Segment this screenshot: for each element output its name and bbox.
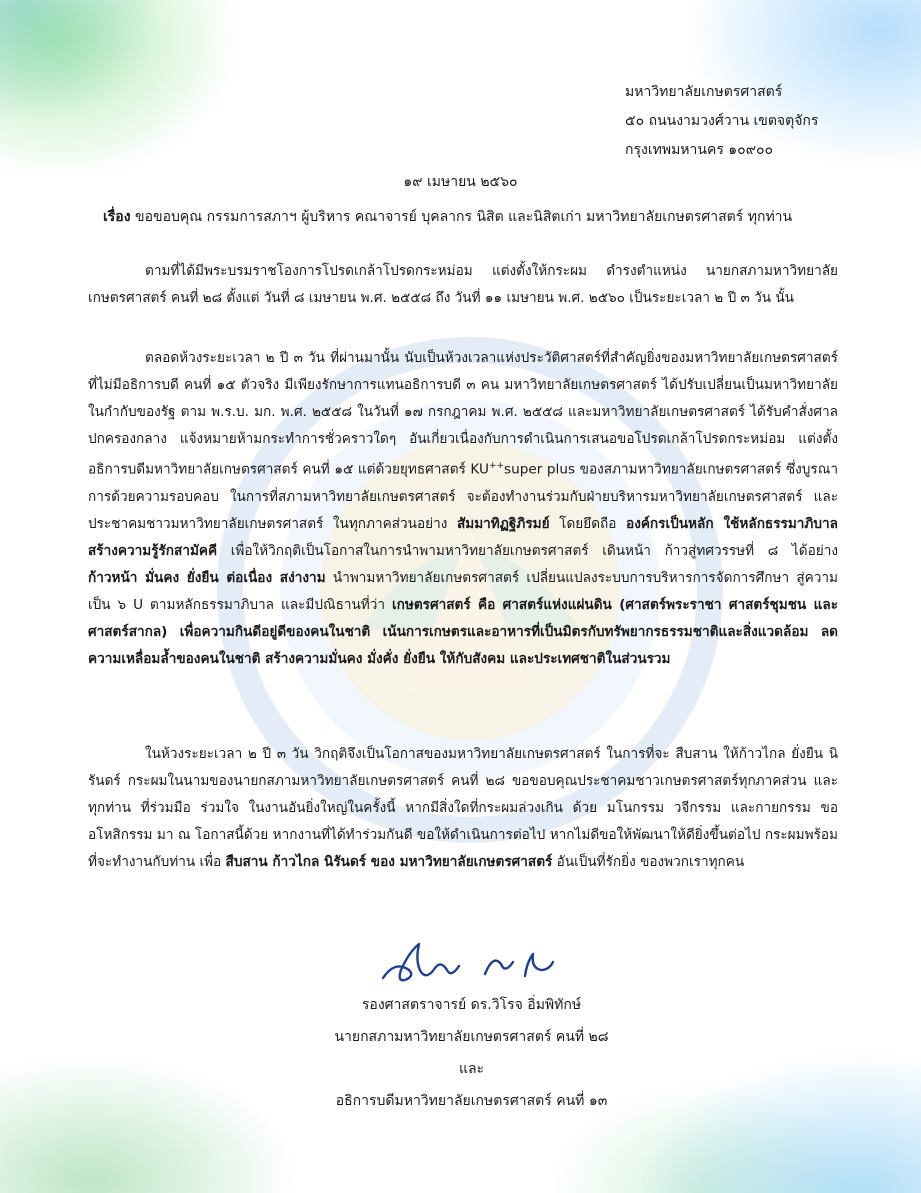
signer-position-2: อธิการบดีมหาวิทยาลัยเกษตรศาสตร์ คนที่ ๑๓: [335, 1093, 608, 1109]
paragraph-2-bold-1: สัมมาทิฏฐิภิรมย์: [456, 515, 550, 532]
paragraph-3: [88, 741, 838, 876]
address-line-3: กรุงเทพมหานคร ๑๐๙๐๐: [625, 142, 774, 158]
subject-text: ขอขอบคุณ กรรมการสภาฯ ผู้บริหาร คณาจารย์ บุคลากร นิสิต และนิสิตเก่า มหาวิทยาลัยเกษตรศาสตร์ ทุกท่าน: [135, 209, 793, 225]
paragraph-2-text-3: โดยยึดถือ: [549, 515, 627, 532]
paragraph-1-text: ตามที่ได้มีพระบรมราชโองการโปรดเกล้าโปรดกระหม่อม แต่งตั้งให้กระผม ดำรงตำแหน่ง นายกสภามหาวิทยาลัยเกษตรศาสตร์ คนที่ ๒๘ ตั้งแต่ วันที่ ๘ เมษายน พ.ศ. ๒๕๕๘ ถึง วันที่ ๑๑ เมษายน พ.ศ. ๒๕๖๐ เป็นระยะเวลา ๒ ปี ๓ วัน นั้น: [88, 263, 838, 306]
signer-name: รองศาสตราจารย์ ดร.วิโรจ อิ่มพิทักษ์: [361, 997, 582, 1013]
paragraph-3-text-2: อันเป็นที่รักยิ่ง ของพวกเราทุกคน: [552, 854, 745, 870]
paragraph-2-text-4: เพื่อให้วิกฤติเป็นโอกาสในการนำพามหาวิทยาลัยเกษตรศาสตร์ เดินหน้า ก้าวสู่ทศวรรษที่ ๘ ได้อย่าง: [217, 542, 838, 559]
address-line-1: มหาวิทยาลัยเกษตรศาสตร์: [625, 84, 783, 100]
subject-label: เรื่อง: [103, 209, 131, 225]
letter-subject: [103, 206, 863, 228]
paragraph-2-text-1: ตลอดห้วงระยะเวลา ๒ ปี ๓ วัน ที่ผ่านมานั้น นับเป็นห้วงเวลาแห่งประวัติศาสตร์ที่สำคัญยิ่งของมหาวิทยาลัยเกษตรศาสตร์ ที่ไม่มีอธิการบดี คนที่ ๑๕ ตัวจริง มีเพียงรักษาการแทนอธิการบดี ๓ คน มหาวิทยาลัยเกษตรศาสตร์ ได้ปรับเปลี่ยนเป็นมหาวิทยาลัยในกำกับของรัฐ ตาม พ.ร.บ. มก. พ.ศ. ๒๕๕๘ ในวันที่ ๑๗ กรกฎาคม พ.ศ. ๒๕๕๘ และมหาวิทยาลัยเกษตรศาสตร์ ได้รับคำสั่งศาลปกครองกลาง แจ้งหมายห้ามกระทำการชั่วคราวใดๆ อันเกี่ยวเนื่องกับการดำเนินการเสนอขอโปรดเกล้าโปรดกระหม่อม แต่งตั้งอธิการบดีมหาวิทยาลัยเกษตรศาสตร์ คนที่ ๑๕ แต่ด้วยยุทธศาสตร์ KU: [88, 350, 838, 478]
letter-date: ๑๙ เมษายน ๒๕๖๐: [403, 174, 518, 190]
handwritten-signature-icon: [375, 940, 555, 988]
signer-position-1: นายกสภามหาวิทยาลัยเกษตรศาสตร์ คนที่ ๒๘: [334, 1029, 609, 1045]
paragraph-2: [88, 345, 838, 673]
paragraph-1: [88, 258, 838, 312]
paragraph-2-text-2: super plus ของสภามหาวิทยาลัยเกษตรศาสตร์ ซึ่งบูรณาการด้วยความรอบคอบ ในการที่สภามหาวิทยาลัยเกษตรศาสตร์ จะต้องทำงานร่วมกับฝ่ายบริหารมหาวิทยาลัยเกษตรศาสตร์ และประชาคมชาวมหาวิทยาลัยเกษตรศาสตร์ ในทุกภาคส่วนอย่าง: [88, 461, 838, 532]
sender-address: [625, 78, 818, 165]
paragraph-3-text-1: ในห้วงระยะเวลา ๒ ปี ๓ วัน วิกฤติจึงเป็นโอกาสของมหาวิทยาลัยเกษตรศาสตร์ ในการที่จะ สืบสาน ให้ก้าวไกล ยั่งยืน นิรันดร์ กระผมในนามของนายกสภามหาวิทยาลัยเกษตรศาสตร์ คนที่ ๒๘ ขอขอบคุณประชาคมชาวเกษตรศาสตร์ทุกภาคส่วน และทุกท่าน ที่ร่วมมือ ร่วมใจ ในงานอันยิ่งใหญ่ในครั้งนี้ หากมีสิ่งใดที่กระผมล่วงเกิน ด้วย มโนกรรม วจีกรรม และกายกรรม ขออโหสิกรรม มา ณ โอกาสนี้ด้วย หากงานที่ได้ทำร่วมกันดี ขอให้ดำเนินการต่อไป หากไม่ดีขอให้พัฒนาให้ดียิ่งขึ้นต่อไป กระผมพร้อมที่จะทำงานกับท่าน เพื่อ: [88, 746, 838, 870]
paragraph-2-bold-2: องค์กรเป็นหลัก ใช้หลักธรรมาภิบาล สร้างความรู้รักสามัคคี: [88, 515, 838, 559]
ku-plus-superscript: ++: [488, 461, 505, 471]
paragraph-2-bold-3: ก้าวหน้า มั่นคง ยั่งยืน ต่อเนื่อง สง่างาม: [88, 569, 326, 586]
signer-conjunction: และ: [458, 1061, 485, 1077]
address-line-2: ๕๐ ถนนงามวงศ์วาน เขตจตุจักร: [625, 113, 819, 129]
paragraph-3-bold-1: สืบสาน ก้าวไกล นิรันดร์ ของ มหาวิทยาลัยเกษตรศาสตร์: [225, 854, 553, 870]
paragraph-2-text-5: นำพามหาวิทยาลัยเกษตรศาสตร์ เปลี่ยนแปลงระบบการบริหารการจัดการศึกษา สู่ความเป็น ๖ U ตามหลักธรรมาภิบาล และมีปณิธานที่ว่า: [88, 569, 838, 613]
paragraph-2-bold-4: เกษตรศาสตร์ คือ ศาสตร์แห่งแผ่นดิน (ศาสตร์พระราชา ศาสตร์ชุมชน และศาสตร์สากล) เพื่อความกินดีอยู่ดีของคนในชาติ เน้นการเกษตรและอาหารที่เป็นมิตรกับทรัพยากรธรรมชาติและสิ่งแวดล้อม ลดความเหลื่อมล้ำของคนในชาติ สร้างความมั่นคง มั่งคั่ง ยั่งยืน ให้กับสังคม และประเทศชาติในส่วนรวม: [88, 596, 838, 667]
